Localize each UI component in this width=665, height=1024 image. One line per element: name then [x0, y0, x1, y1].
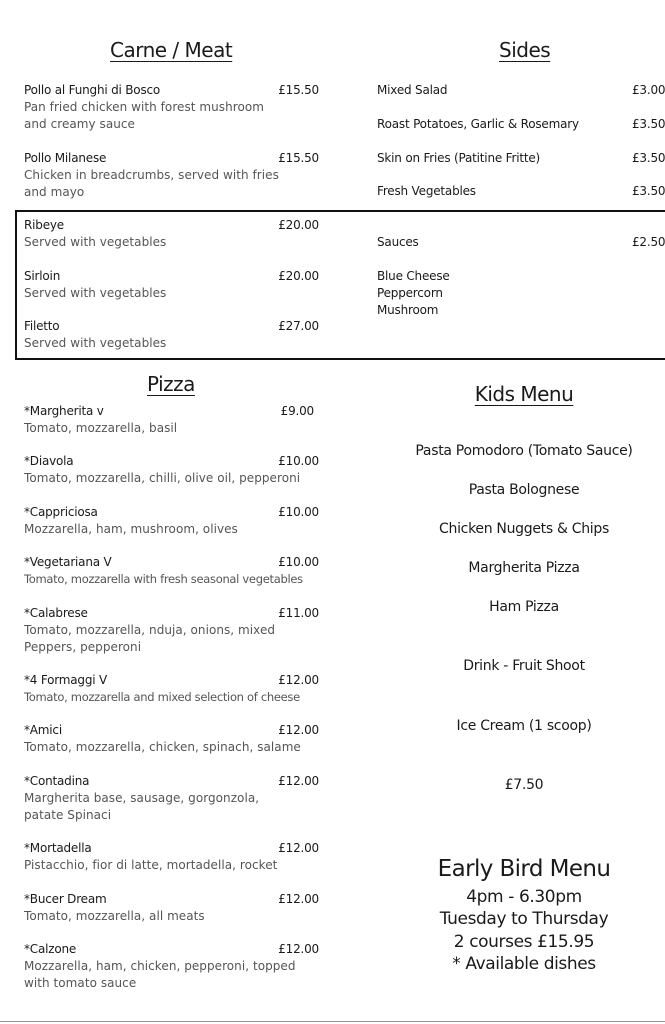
menu-item — [24, 82, 319, 133]
item-desc: Tomato, mozzarella, nduja, onions, mixed Peppers, pepperoni — [24, 623, 276, 654]
sauce-list — [377, 268, 665, 319]
bottom-divider — [0, 1021, 665, 1022]
item-desc: Tomato, mozzarella, basil — [24, 421, 178, 435]
side-price: £3.50 — [632, 184, 665, 198]
kids-heading: Kids Menu — [474, 382, 574, 406]
menu-item — [24, 554, 319, 588]
item-price: £10.00 — [278, 505, 319, 519]
item-name: *Contadina — [24, 774, 90, 788]
early-bird-days: Tuesday to Thursday — [439, 909, 609, 929]
sauce-option: Mushroom — [377, 303, 439, 317]
item-name: Ribeye — [24, 218, 64, 232]
kids-item: Drink - Fruit Shoot — [463, 658, 585, 674]
item-desc: Pan fried chicken with forest mushroom and creamy sauce — [24, 100, 264, 131]
item-desc: Tomato, mozzarella, all meats — [24, 909, 205, 923]
side-name: Fresh Vegetables — [377, 184, 476, 198]
item-price: £10.00 — [278, 454, 319, 468]
item-name: *Vegetariana V — [24, 555, 112, 569]
item-name: *Calzone — [24, 942, 77, 956]
side-item — [377, 116, 665, 133]
item-desc: Mozzarella, ham, chicken, pepperoni, topped with tomato sauce — [24, 959, 296, 990]
item-name: *Bucer Dream — [24, 892, 107, 906]
item-price: £12.00 — [278, 673, 319, 687]
item-desc: Served with vegetables — [24, 336, 167, 350]
side-name: Mixed Salad — [377, 83, 448, 97]
side-item — [377, 150, 665, 167]
item-price: £20.00 — [278, 218, 319, 232]
item-price: £20.00 — [278, 269, 319, 283]
kids-item: Margherita Pizza — [468, 560, 580, 576]
item-name: *Mortadella — [24, 841, 92, 855]
item-name: *Calabrese — [24, 606, 88, 620]
menu-item — [24, 150, 319, 201]
kids-item: Pasta Bolognese — [468, 482, 580, 498]
item-price: £9.00 — [280, 404, 314, 418]
item-desc: Tomato, mozzarella with fresh seasonal vegetables — [24, 572, 303, 586]
menu-item — [24, 605, 319, 656]
item-price: £15.50 — [278, 83, 319, 97]
menu-item — [24, 722, 319, 756]
menu-item — [24, 672, 319, 706]
side-price: £3.50 — [632, 151, 665, 165]
kids-item: Ham Pizza — [489, 599, 559, 615]
item-name: *Diavola — [24, 454, 74, 468]
sauce-option: Peppercorn — [377, 286, 443, 300]
item-desc: Pistacchio, fior di latte, mortadella, rocket — [24, 858, 278, 872]
item-name: *Amici — [24, 723, 62, 737]
item-desc: Served with vegetables — [24, 286, 167, 300]
side-name: Sauces — [377, 235, 419, 249]
side-name: Skin on Fries (Patitine Fritte) — [377, 151, 541, 165]
menu-item — [24, 840, 319, 874]
side-price: £2.50 — [632, 235, 665, 249]
kids-item: Chicken Nuggets & Chips — [439, 521, 609, 537]
item-price: £11.00 — [278, 606, 319, 620]
early-bird-offer: 2 courses £15.95 — [453, 932, 595, 952]
item-price: £12.00 — [278, 841, 319, 855]
item-name: Pollo Milanese — [24, 151, 107, 165]
kids-item: Ice Cream (1 scoop) — [456, 718, 592, 734]
sides-heading: Sides — [499, 38, 551, 62]
item-name: Pollo al Funghi di Bosco — [24, 83, 161, 97]
kids-price: £7.50 — [504, 777, 544, 793]
menu-item — [24, 773, 319, 824]
item-name: *Margherita v — [24, 404, 104, 418]
item-desc: Tomato, mozzarella, chilli, olive oil, pepperoni — [24, 471, 301, 485]
menu-item — [24, 217, 319, 251]
kids-item: Pasta Pomodoro (Tomato Sauce) — [415, 443, 633, 459]
item-price: £12.00 — [278, 942, 319, 956]
menu-item — [24, 403, 314, 437]
menu-item — [24, 891, 319, 925]
early-bird-note: * Available dishes — [452, 954, 596, 974]
menu-item — [24, 504, 319, 538]
item-desc: Tomato, mozzarella and mixed selection of cheese — [24, 690, 300, 704]
item-price: £27.00 — [278, 319, 319, 333]
side-name: Roast Potatoes, Garlic & Rosemary — [377, 117, 579, 131]
menu-item — [24, 268, 319, 302]
item-price: £10.00 — [278, 555, 319, 569]
item-desc: Served with vegetables — [24, 235, 167, 249]
item-desc: Tomato, mozzarella, chicken, spinach, salame — [24, 740, 301, 754]
item-name: *Cappriciosa — [24, 505, 98, 519]
side-price: £3.00 — [632, 83, 665, 97]
side-item — [377, 234, 665, 251]
side-item — [377, 183, 665, 200]
item-desc: Mozzarella, ham, mushroom, olives — [24, 522, 238, 536]
side-item — [377, 82, 665, 99]
item-name: Sirloin — [24, 269, 61, 283]
item-price: £12.00 — [278, 723, 319, 737]
item-price: £12.00 — [278, 892, 319, 906]
early-bird-time: 4pm - 6.30pm — [466, 887, 582, 907]
side-price: £3.50 — [632, 117, 665, 131]
item-name: Filetto — [24, 319, 60, 333]
item-price: £12.00 — [278, 774, 319, 788]
item-desc: Margherita base, sausage, gorgonzola, patate Spinaci — [24, 791, 260, 822]
early-bird-title: Early Bird Menu — [437, 856, 611, 882]
sauce-option: Blue Cheese — [377, 269, 450, 283]
menu-item — [24, 453, 319, 487]
menu-item — [24, 318, 319, 352]
carne-heading: Carne / Meat — [110, 38, 233, 62]
item-price: £15.50 — [278, 151, 319, 165]
item-desc: Chicken in breadcrumbs, served with fries and mayo — [24, 168, 279, 199]
menu-item — [24, 941, 319, 992]
pizza-heading: Pizza — [147, 372, 195, 396]
item-name: *4 Formaggi V — [24, 673, 108, 687]
